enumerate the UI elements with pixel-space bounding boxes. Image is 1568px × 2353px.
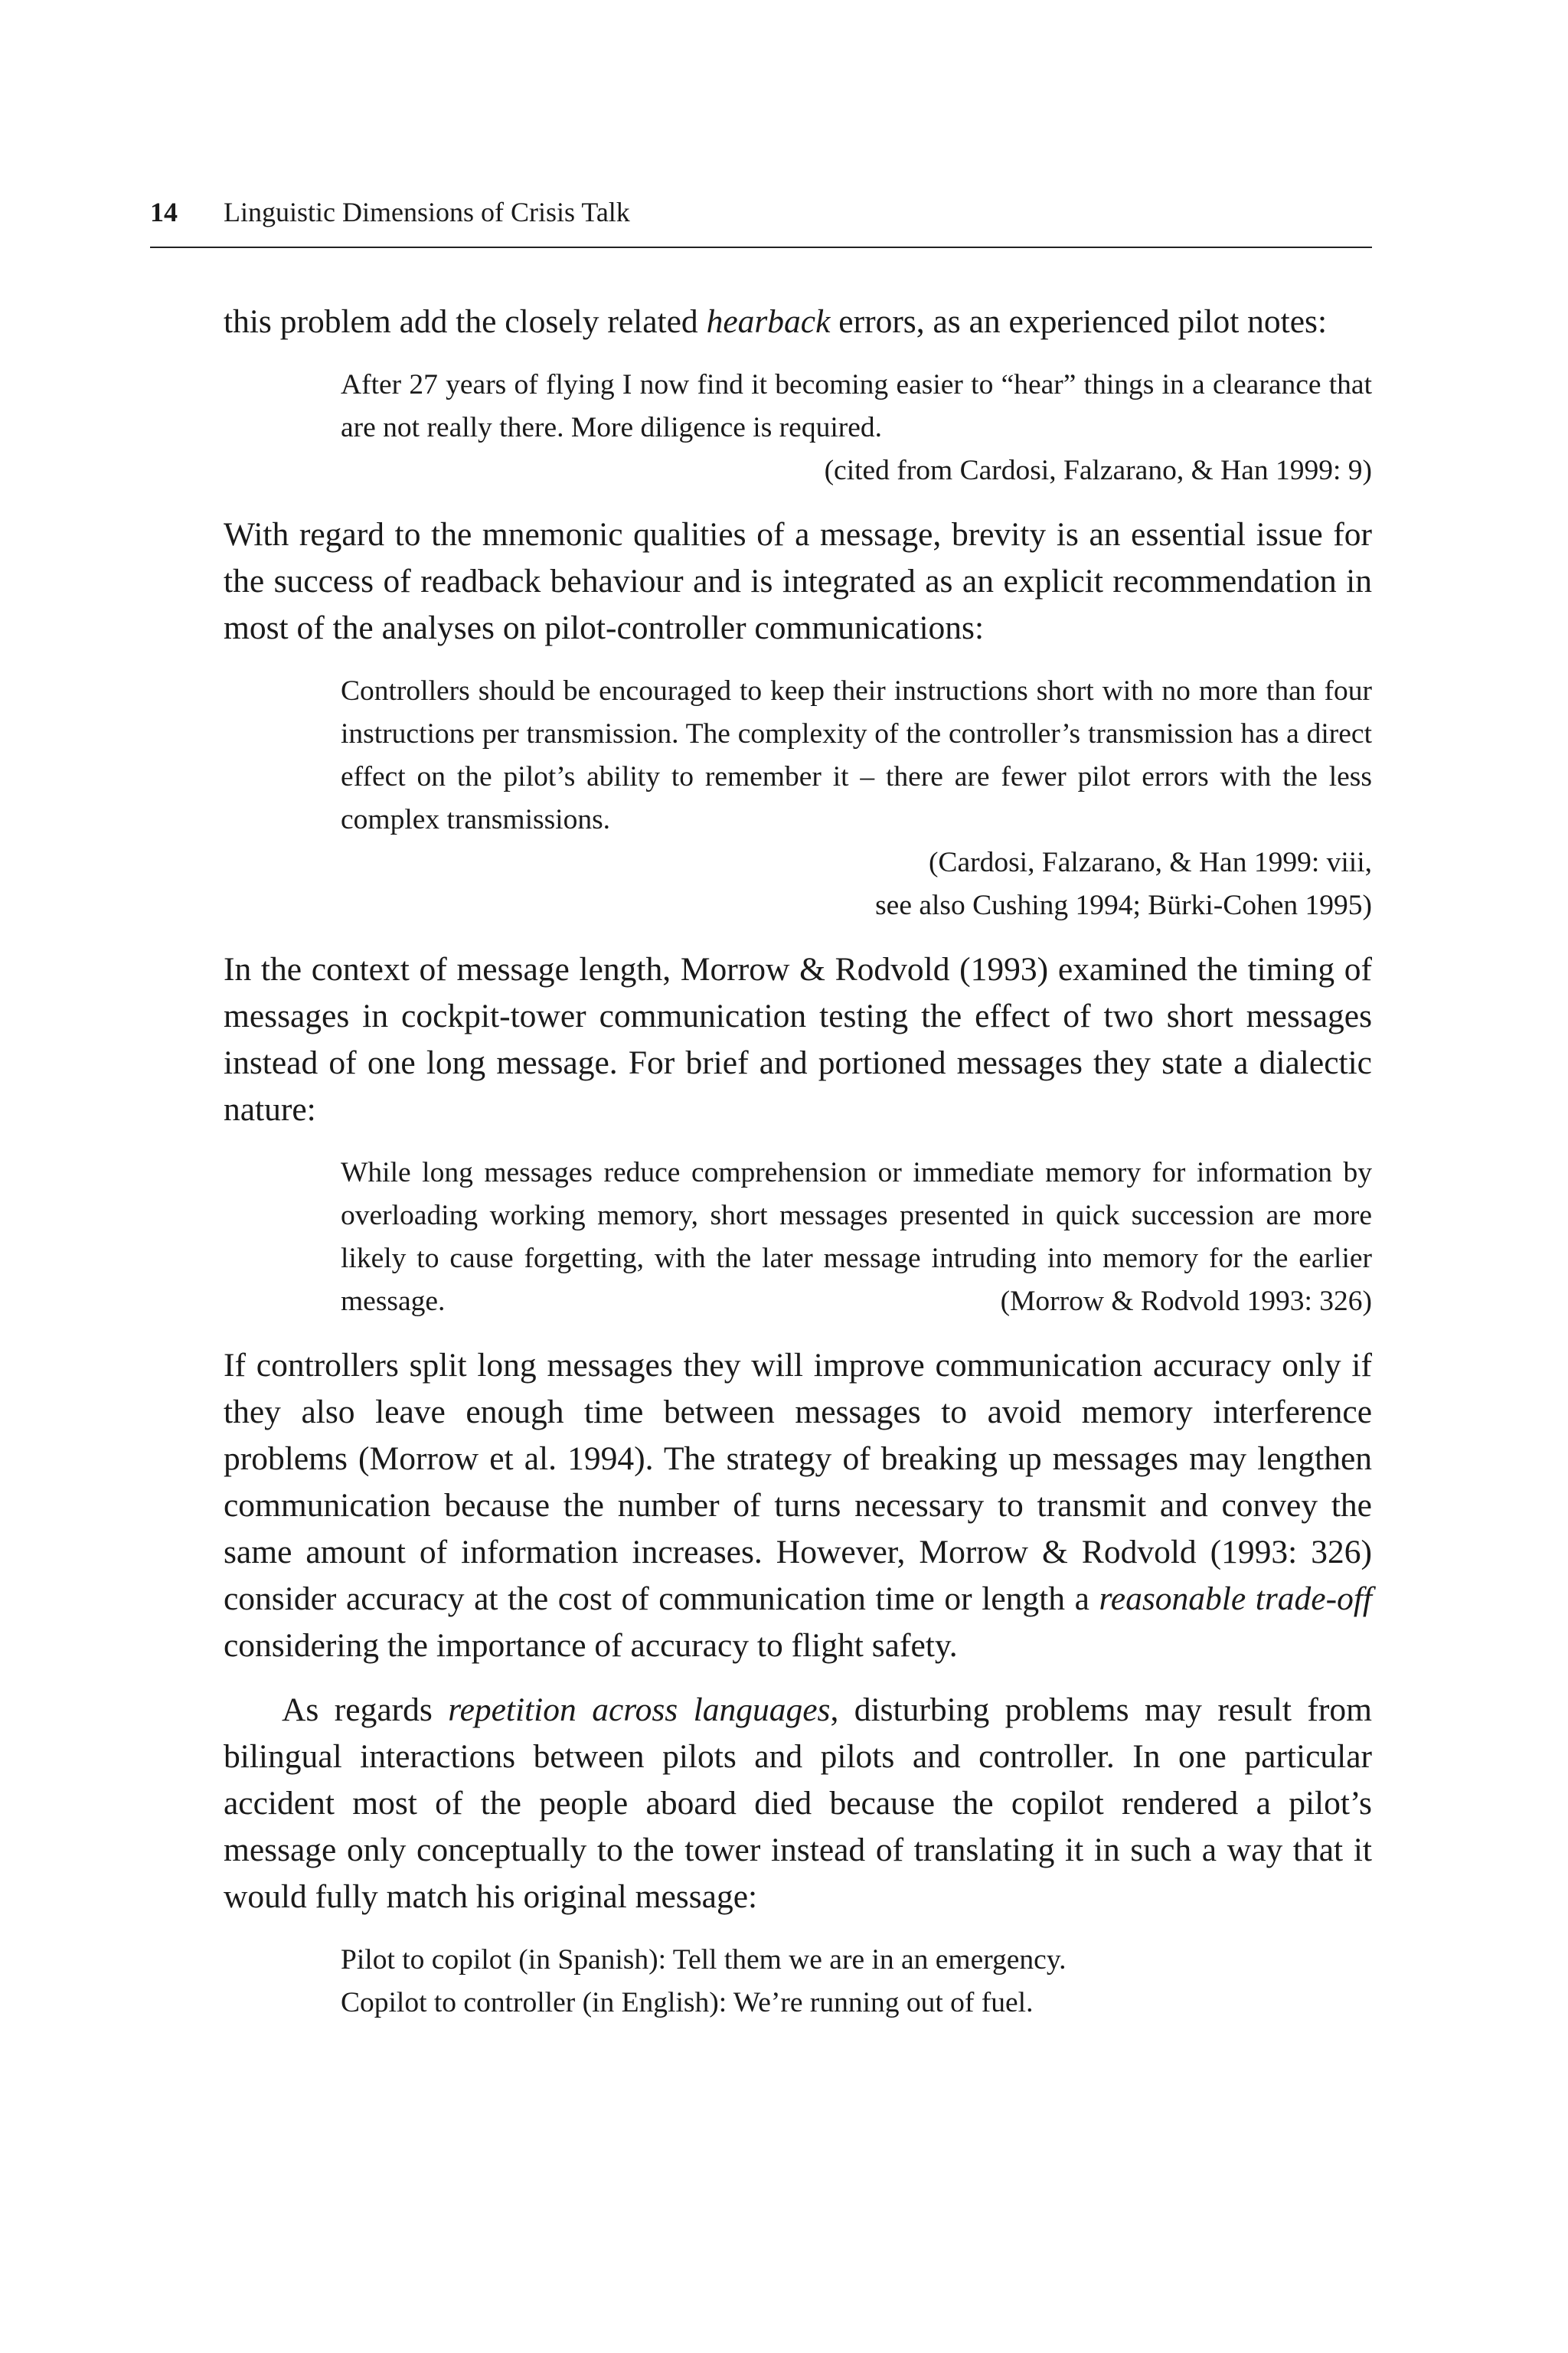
paragraph-4: If controllers split long messages they will improve communication accuracy only if they also leave enough time between messages to avoid memory interference problems (Morrow et al. 1994). The strategy of breaking up messages may lengthen communication because the number of turns necessary to transmit and convey the same amount of information increases. However, Morrow & Rodvold (1993: 326) consider accuracy at the cost of communication time or length a reasonable trade-off considering the importance of accuracy to flight safety. bbox=[224, 1347, 1373, 1664]
page-number: 14 bbox=[150, 197, 178, 227]
emphasis-repetition-across-languages: repetition across languages bbox=[448, 1691, 831, 1728]
quote-1-text: After 27 years of flying I now find it becoming easier to “hear” things in a clearance that are not really there. More diligence is required. bbox=[341, 369, 1372, 443]
paragraph-2: With regard to the mnemonic qualities of a message, brevity is an essential issue for the success of readback behaviour and is integrated as an explicit recommendation in most of the analyses on pilot-controller communications: bbox=[224, 516, 1372, 646]
paragraph-5: As regards repetition across languages, disturbing problems may result from bilingual interactions between pilots and pilots and controller. In one particular accident most of the people aboard died because the copilot rendered a pilot’s message only conceptually to the tower instead of translating it in such a way that it would fully match his original message: bbox=[224, 1691, 1372, 1915]
quote-2-text: Controllers should be encouraged to keep their instructions short with no more than four instructions per transmission. The complexity of the controller’s transmission has a direct effect on the pilot’s ability to remember it – there are fewer pilot errors with the less complex transmissions. bbox=[341, 675, 1372, 835]
example-line-2: Copilot to controller (in English): We’re running out of fuel. bbox=[341, 1987, 1034, 2018]
running-header bbox=[150, 196, 1372, 248]
paragraph-3: In the context of message length, Morrow & Rodvold (1993) examined the timing of messages in cockpit-tower communication testing the effect of two short messages instead of one long message. For brief and portioned messages they state a dialectic nature: bbox=[224, 951, 1372, 1128]
example-dialogue bbox=[341, 1939, 1372, 2025]
emphasis-hearback: hearback bbox=[706, 303, 831, 340]
emphasis-reasonable-trade-off: reasonable trade-off bbox=[1099, 1580, 1373, 1617]
quote-3-citation: (Morrow & Rodvold 1993: 326) bbox=[1000, 1286, 1372, 1317]
quote-3-text: While long messages reduce comprehension or immediate memory for information by overloading working memory, short messages presented in quick succession are more likely to cause forgetting, with the later message intruding into memory for the earlier message. (Morrow & Rodvold 1993: 326) bbox=[341, 1152, 1372, 1323]
page-body bbox=[224, 299, 1372, 2025]
block-quote-2 bbox=[341, 670, 1372, 927]
example-line-1: Pilot to copilot (in Spanish): Tell them we are in an emergency. bbox=[341, 1944, 1067, 1976]
quote-1-citation: (cited from Cardosi, Falzarano, & Han 1999: 9) bbox=[824, 455, 1372, 486]
paragraph-1: this problem add the closely related hearback errors, as an experienced pilot notes: bbox=[224, 303, 1328, 340]
block-quote-3 bbox=[341, 1152, 1372, 1323]
running-title: Linguistic Dimensions of Crisis Talk bbox=[224, 197, 630, 227]
quote-2-citation-line-2: see also Cushing 1994; Bürki-Cohen 1995) bbox=[875, 890, 1372, 921]
quote-2-citation-line-1: (Cardosi, Falzarano, & Han 1999: viii, bbox=[928, 847, 1372, 878]
block-quote-1 bbox=[341, 364, 1372, 492]
